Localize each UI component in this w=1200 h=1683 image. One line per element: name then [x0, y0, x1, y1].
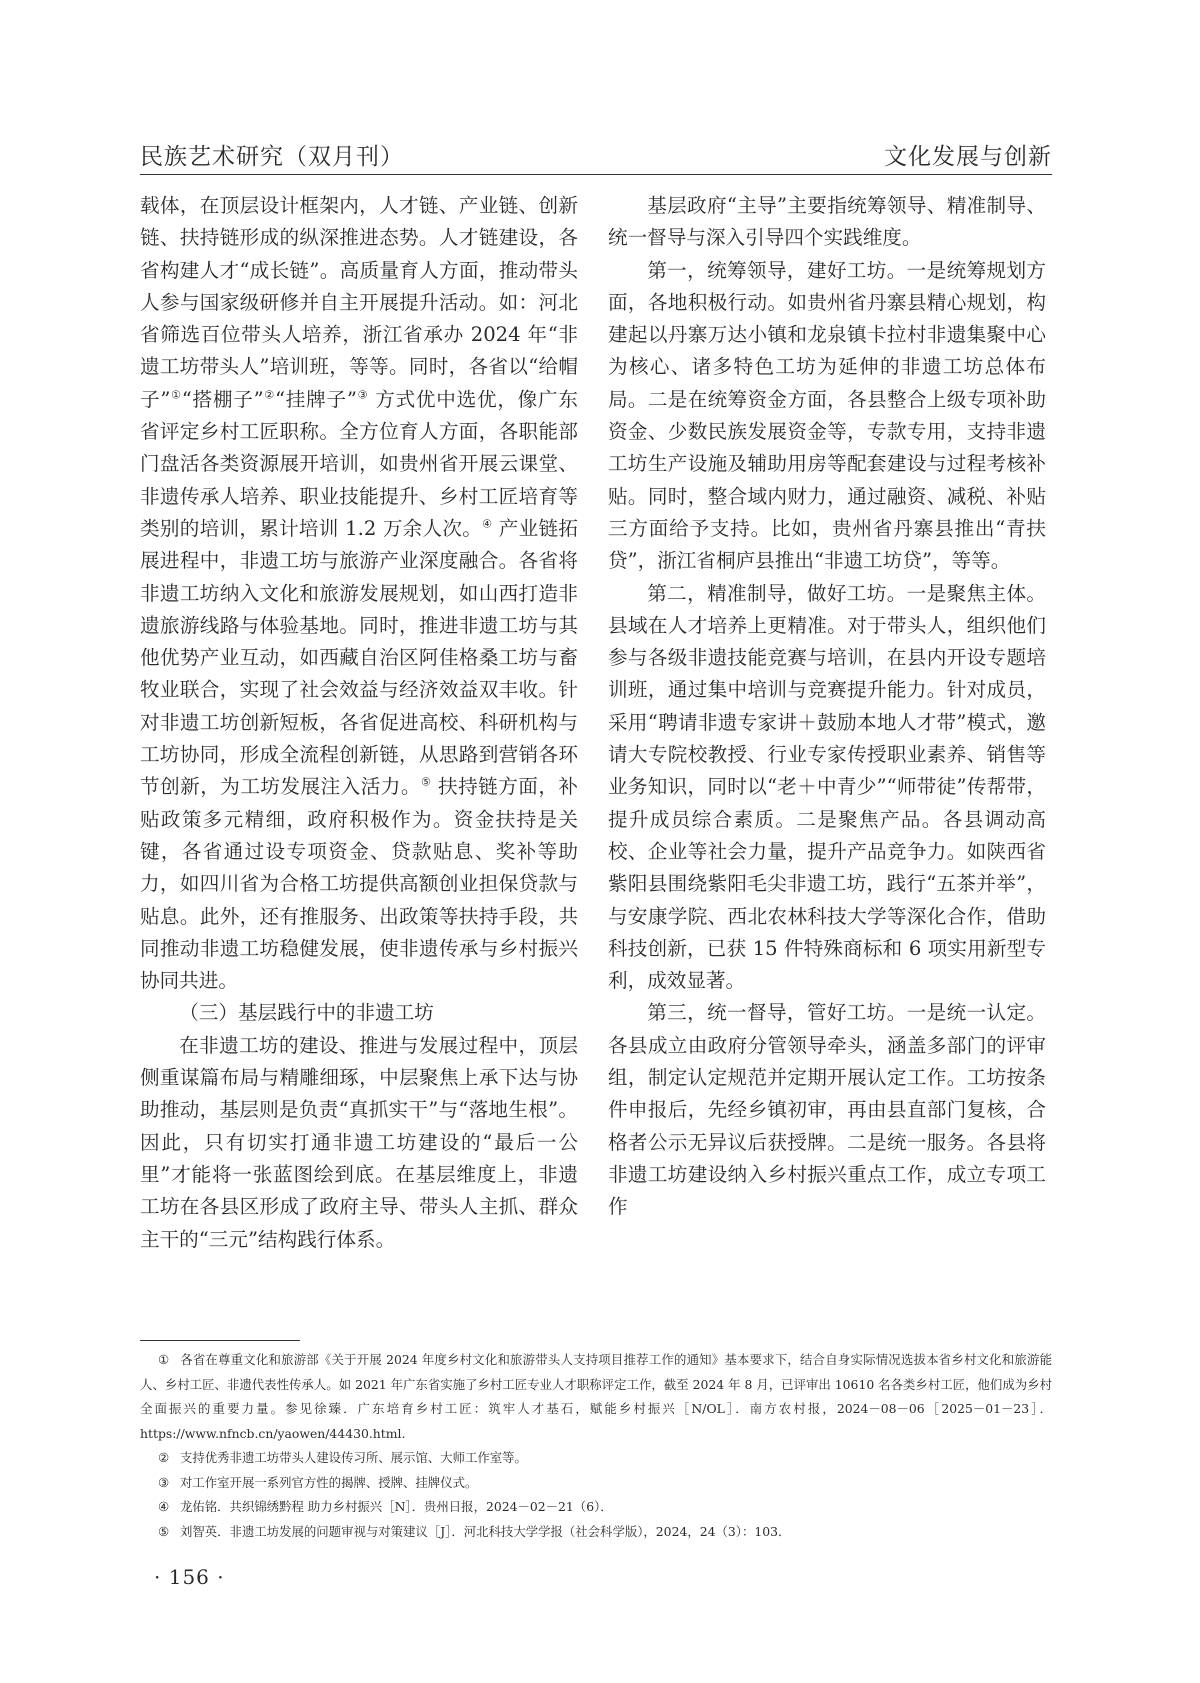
- right-column: [608, 190, 1046, 1224]
- right-paragraph-4: 第三，统一督导，管好工坊。一是统一认定。各县成立由政府分管领导牵头，涵盖多部门的评审组，制定认定规范并定期开展认定工作。工坊按条件申报后，先经乡镇初审，再由县直部门复核，合格者公示无异议后获授牌。二是统一服务。各县将非遗工坊建设纳入乡村振兴重点工作，成立专项工作: [608, 1001, 1046, 1219]
- footnote-ref-4[interactable]: ④: [482, 517, 493, 531]
- page-number: · 156 ·: [154, 1565, 225, 1589]
- footnote-2: ② 支持优秀非遗工坊带头人建设传习所、展示馆、大师工作室等。: [158, 1450, 527, 1465]
- footnote-ref-1[interactable]: ①: [170, 388, 182, 402]
- left-column: [140, 190, 578, 1256]
- section-title: 文化发展与创新: [884, 144, 1052, 170]
- footnote-5: ⑤ 刘智英．非遗工坊发展的问题审视与对策建议［J］．河北科技大学学报（社会科学版），2024，24（3）：103．: [158, 1523, 791, 1539]
- footnote-ref-5[interactable]: ⑤: [420, 775, 432, 789]
- left-paragraph-1: 载体，在顶层设计框架内，人才链、产业链、创新链、扶持链形成的纵深推进态势。人才链建设，各省构建人才“成长链”。高质量育人方面，推动带头人参与国家级研修并自主开展提升活动。如：河北省筛选百位带头人培养，浙江省承办 2024 年“非遗工坊带头人”培训班，等等。同时，各省以“给帽子”①“搭棚子”②“挂牌子”③ 方式优中选优，像广东省评定乡村工匠职称。全方位育人方面，各职能部门盘活各类资源展开培训，如贵州省开展云课堂、非遗传承人培养、职业技能提升、乡村工匠培育等类别的培训，累计培训 1.2 万余人次。④ 产业链拓展进程中，非遗工坊与旅游产业深度融合。各省将非遗工坊纳入文化和旅游发展规划，如山西打造非遗旅游线路与体验基地。同时，推进非遗工坊与其他优势产业互动，如西藏自治区阿佳格桑工坊与畜牧业联合，实现了社会效益与经济效益双丰收。针对非遗工坊创新短板，各省促进高校、科研机构与工坊协同，形成全流程创新链，从思路到营销各环节创新，为工坊发展注入活力。⑤ 扶持链方面，补贴政策多元精细，政府积极作为。资金扶持是关键，各省通过设专项资金、贷款贴息、奖补等助力，如四川省为合格工坊提供高额创业担保贷款与贴息。此外，还有推服务、出政策等扶持手段，共同推动非遗工坊稳健发展，使非遗传承与乡村振兴协同共进。: [140, 194, 578, 993]
- left-paragraph-2: 在非遗工坊的建设、推进与发展过程中，顶层侧重谋篇布局与精雕细琢，中层聚焦上承下达与协助推动，基层则是负责“真抓实干”与“落地生根”。因此，只有切实打通非遗工坊建设的“最后一公里”才能将一张蓝图绘到底。在基层维度上，非遗工坊在各县区形成了政府主导、带头人主抓、群众主干的“三元”结构践行体系。: [140, 1033, 578, 1251]
- footnote-divider: [140, 1340, 300, 1341]
- running-head: [140, 138, 1052, 171]
- journal-title: 民族艺术研究（双月刊）: [140, 144, 404, 170]
- section-subheading: （三）基层践行中的非遗工坊: [179, 1001, 434, 1025]
- footnote-1: ① 各省在尊重文化和旅游部《关于开展 2024 年度乡村文化和旅游带头人支持项目推荐工作的通知》基本要求下，结合自身实际情况选拔本省乡村文化和旅游能人、乡村工匠、非遗代表性传承人。如 2021 年广东省实施了乡村工匠专业人才职称评定工作，截至 2024 年 8 月，已评审出 10610 名各类乡村工匠，他们成为乡村全面振兴的重要力量。参见徐臻．广东培育乡村工匠：筑牢人才基石，赋能乡村振兴［N/OL］．南方农村报，2024－08－06［2025－01－23］．https://www.nfncb.cn/yaowen/44430.html.: [140, 1352, 1052, 1441]
- footnote-3: ③ 对工作室开展一系列官方性的揭牌、授牌、挂牌仪式。: [158, 1474, 478, 1490]
- footnote-ref-2[interactable]: ②: [263, 388, 275, 402]
- right-paragraph-3: 第二，精准制导，做好工坊。一是聚焦主体。县域在人才培养上更精准。对于带头人，组织他们参与各级非遗技能竞赛与培训，在县内开设专题培训班，通过集中培训与竞赛提升能力。针对成员，采用“聘请非遗专家讲＋鼓励本地人才带”模式，邀请大专院校教授、行业专家传授职业素养、销售等业务知识，同时以“老＋中青少”“师带徒”传帮带，提升成员综合素质。二是聚焦产品。各县调动高校、企业等社会力量，提升产品竞争力。如陕西省紫阳县围绕紫阳毛尖非遗工坊，践行“五茶并举”，与安康学院、西北农林科技大学等深化合作，借助科技创新，已获 15 件特殊商标和 6 项实用新型专利，成效显著。: [608, 581, 1046, 993]
- header-divider: [140, 174, 1052, 175]
- footnote-ref-3[interactable]: ③: [356, 388, 369, 402]
- right-paragraph-1: 基层政府“主导”主要指统筹领导、精准制导、统一督导与深入引导四个实践维度。: [608, 194, 1046, 250]
- right-paragraph-2: 第一，统筹领导，建好工坊。一是统筹规划方面，各地积极行动。如贵州省丹寨县精心规划，构建起以丹寨万达小镇和龙泉镇卡拉村非遗集聚中心为核心、诸多特色工坊为延伸的非遗工坊总体布局。二是在统筹资金方面，各县整合上级专项补助资金、少数民族发展资金等，专款专用，支持非遗工坊生产设施及辅助用房等配套建设与过程考核补贴。同时，整合域内财力，通过融资、减税、补贴三方面给予支持。比如，贵州省丹寨县推出“青扶贷”，浙江省桐庐县推出“非遗工坊贷”，等等。: [608, 258, 1046, 573]
- footnote-4: ④ 龙佑铭．共织锦绣黔程 助力乡村振兴［N］．贵州日报，2024－02－21（6）．: [158, 1499, 613, 1514]
- footnotes: [140, 1348, 1052, 1544]
